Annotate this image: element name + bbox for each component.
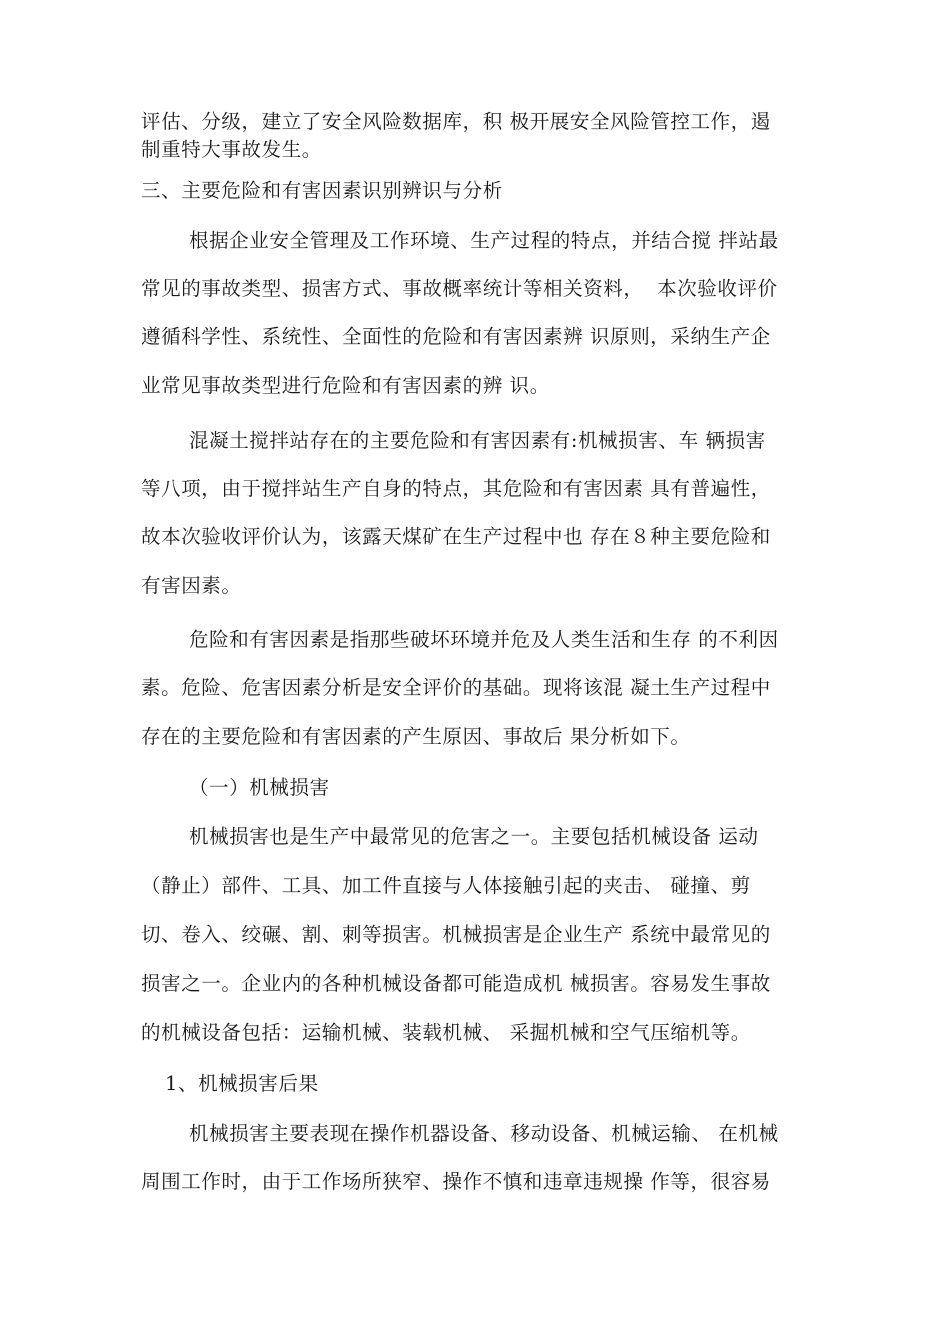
text-line: 存在的主要危险和有害因素的产生原因、事故后 果分析如下。 (141, 725, 691, 748)
text-line: 切、卷入、绞碾、割、刺等损害。机械损害是企业生产 系统中最常见的 (141, 923, 771, 946)
text-line: 故本次验收评价认为，该露天煤矿在生产过程中也 存在８种主要危险和 (141, 525, 771, 548)
subsection-heading: （一）机械损害 (189, 776, 330, 799)
text-line: 机械损害主要表现在操作机器设备、移动设备、机械运输、 在机械 (189, 1122, 779, 1145)
text-line: 混凝土搅拌站存在的主要危险和有害因素有:机械损害、车 辆损害 (189, 429, 766, 452)
text-line: 等八项，由于搅拌站生产自身的特点，其危险和有害因素 具有普遍性， (141, 477, 771, 500)
section-heading: 三、主要危险和有害因素识别辨识与分析 (141, 179, 503, 202)
text-line: 评估、分级，建立了安全风险数据库，积 极开展安全风险管控工作，遏 (141, 110, 771, 133)
text-line: 常见的事故类型、损害方式、事故概率统计等相关资料， 本次验收评价 (141, 277, 778, 300)
text-line: 的机械设备包括：运输机械、装载机械、 采掘机械和空气压缩机等。 (141, 1021, 751, 1044)
text-line: 危险和有害因素是指那些破坏环境并危及人类生活和生存 的不利因 (189, 628, 779, 651)
text-line: 有害因素。 (141, 574, 242, 597)
text-line: 周围工作时，由于工作场所狭窄、操作不慎和违章违规操 作等，很容易 (141, 1170, 771, 1193)
text-line: 制重特大事故发生。 (141, 138, 322, 161)
subsection-heading: 1、机械损害后果 (165, 1072, 319, 1095)
text-line: 机械损害也是生产中最常见的危害之一。主要包括机械设备 运动 (189, 825, 759, 848)
text-line: （静止）部件、工具、加工件直接与人体接触引起的夹击、 碰撞、剪 (141, 874, 751, 897)
text-line: 素。危险、危害因素分析是安全评价的基础。现将该混 凝土生产过程中 (141, 676, 771, 699)
text-line: 业常见事故类型进行危险和有害因素的辨 识。 (141, 374, 550, 397)
text-line: 损害之一。企业内的各种机械设备都可能造成机 械损害。容易发生事故 (141, 972, 771, 995)
text-line: 遵循科学性、系统性、全面性的危险和有害因素辨 识原则，采纳生产企 (141, 325, 771, 348)
text-line: 根据企业安全管理及工作环境、生产过程的特点，并结合搅 拌站最 (189, 229, 779, 252)
